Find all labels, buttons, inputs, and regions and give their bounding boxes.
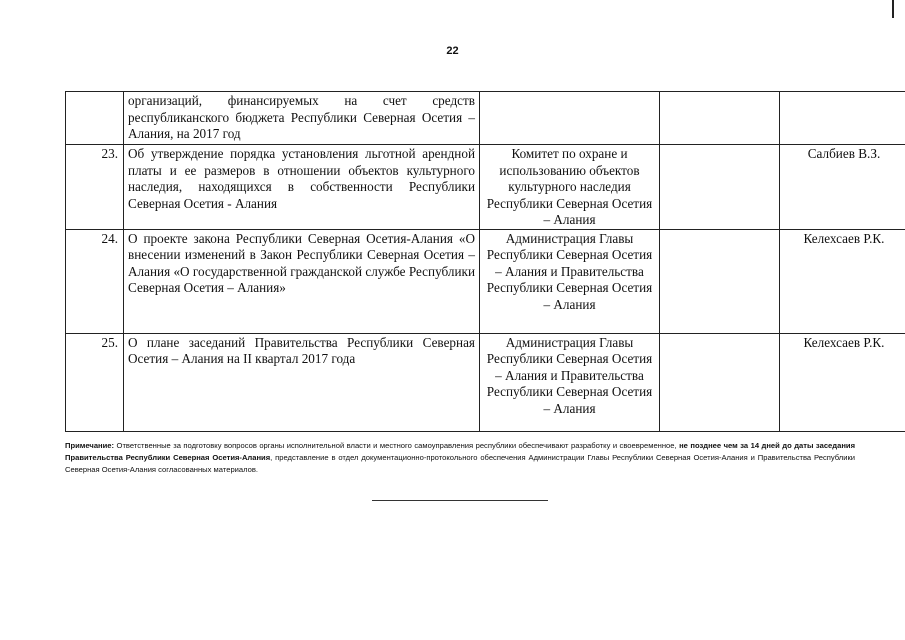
row-person: Келехсаев Р.К. bbox=[780, 333, 905, 431]
row-number: 23. bbox=[66, 145, 124, 230]
page-number: 22 bbox=[446, 45, 459, 57]
separator-line bbox=[372, 500, 548, 501]
agenda-table bbox=[65, 91, 905, 432]
row-deadline bbox=[660, 229, 780, 333]
footnote-text-1: Ответственные за подготовку вопросов органы исполнительной власти и местного самоуправления республики обеспечивают разработку и своевременное, bbox=[114, 441, 680, 450]
table-row bbox=[66, 145, 905, 230]
row-title: О плане заседаний Правительства Республики Северная Осетия – Алания на II квартал 2017 года bbox=[124, 333, 480, 431]
row-responsible: Комитет по охране и использованию объектов культурного наследия Республики Северная Осетия – Алания bbox=[480, 145, 660, 230]
row-title: О проекте закона Республики Северная Осетия-Алания «О внесении изменений в Закон Республики Северная Осетия – Алания «О государственной гражданской службе Республики Северная Осетия – Алания» bbox=[124, 229, 480, 333]
row-responsible bbox=[480, 92, 660, 145]
row-number: 24. bbox=[66, 229, 124, 333]
row-title: организаций, финансируемых на счет средств республиканского бюджета Республики Северная Осетия – Алания, на 2017 год bbox=[124, 92, 480, 145]
row-responsible: Администрация Главы Республики Северная Осетия – Алания и Правительства Республики Северная Осетия – Алания bbox=[480, 229, 660, 333]
row-title: Об утверждение порядка установления льготной арендной платы и ее размеров в отношении объектов культурного наследия, находящихся в собственности Республики Северная Осетия - Алания bbox=[124, 145, 480, 230]
row-person: Салбиев В.З. bbox=[780, 145, 905, 230]
row-person: Келехсаев Р.К. bbox=[780, 229, 905, 333]
table-row bbox=[66, 229, 905, 333]
row-number bbox=[66, 92, 124, 145]
footnote-label: Примечание: bbox=[65, 441, 115, 450]
row-deadline bbox=[660, 92, 780, 145]
footnote-bold-text: не позднее чем за 14 дней до даты заседания Правительства Республики Северная Осетия-Алания bbox=[65, 441, 856, 462]
scan-edge-mark bbox=[892, 0, 894, 18]
row-number: 25. bbox=[66, 333, 124, 431]
row-person bbox=[780, 92, 905, 145]
row-deadline bbox=[660, 145, 780, 230]
footnote bbox=[65, 440, 855, 476]
footnote-text-2: , представление в отдел документационно-протокольного обеспечения Администрации Главы Республики Северная Осетия-Алания и Правительства Республики Северная Осетия-Алания согласованных материалов. bbox=[65, 453, 856, 474]
table-row bbox=[66, 92, 905, 145]
row-deadline bbox=[660, 333, 780, 431]
table-row bbox=[66, 333, 905, 431]
row-responsible: Администрация Главы Республики Северная Осетия – Алания и Правительства Республики Северная Осетия – Алания bbox=[480, 333, 660, 431]
